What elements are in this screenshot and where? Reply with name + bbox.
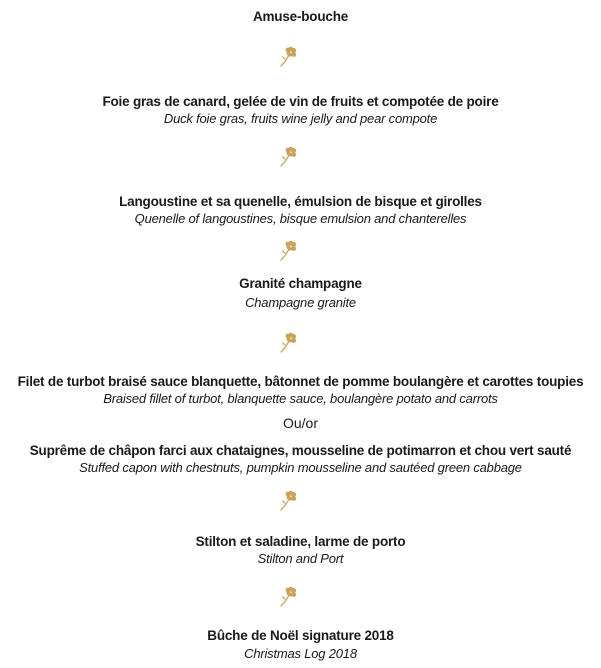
course-8-en: Christmas Log 2018 <box>244 646 357 661</box>
carnation-flower-icon <box>278 332 298 354</box>
separator: Ou/or <box>282 415 318 431</box>
course-2-fr: Foie gras de canard, gelée de vin de fruits et compotée de poire <box>102 94 499 109</box>
course-1-fr: Amuse-bouche <box>252 9 349 24</box>
course-8-fr: Bûche de Noël signature 2018 <box>207 628 394 643</box>
course-6-en: Stuffed capon with chestnuts, pumpkin mousseline and sautéed green cabbage <box>79 460 522 475</box>
carnation-flower-icon <box>278 586 298 608</box>
course-2-en: Duck foie gras, fruits wine jelly and pear compote <box>163 111 438 126</box>
course-5-fr: Filet de turbot braisé sauce blanquette, bâtonnet de pomme boulangère et carottes toupies <box>17 374 584 389</box>
course-6-fr: Suprême de châpon farci aux chataignes, mousseline de potimarron et chou vert sauté <box>29 443 572 458</box>
course-3-fr: Langoustine et sa quenelle, émulsion de bisque et girolles <box>119 194 482 209</box>
course-5-en: Braised fillet of turbot, blanquette sauce, boulangère potato and carrots <box>103 391 498 406</box>
course-7-en: Stilton and Port <box>257 551 344 566</box>
carnation-flower-icon <box>278 240 298 262</box>
carnation-flower-icon <box>278 46 298 68</box>
carnation-flower-icon <box>278 146 298 168</box>
course-4-en: Champagne granite <box>245 295 356 310</box>
carnation-flower-icon <box>278 490 298 512</box>
course-4-fr: Granité champagne <box>239 276 362 291</box>
course-7-fr: Stilton et saladine, larme de porto <box>195 534 406 549</box>
course-3-en: Quenelle of langoustines, bisque emulsion and chanterelles <box>134 211 467 226</box>
